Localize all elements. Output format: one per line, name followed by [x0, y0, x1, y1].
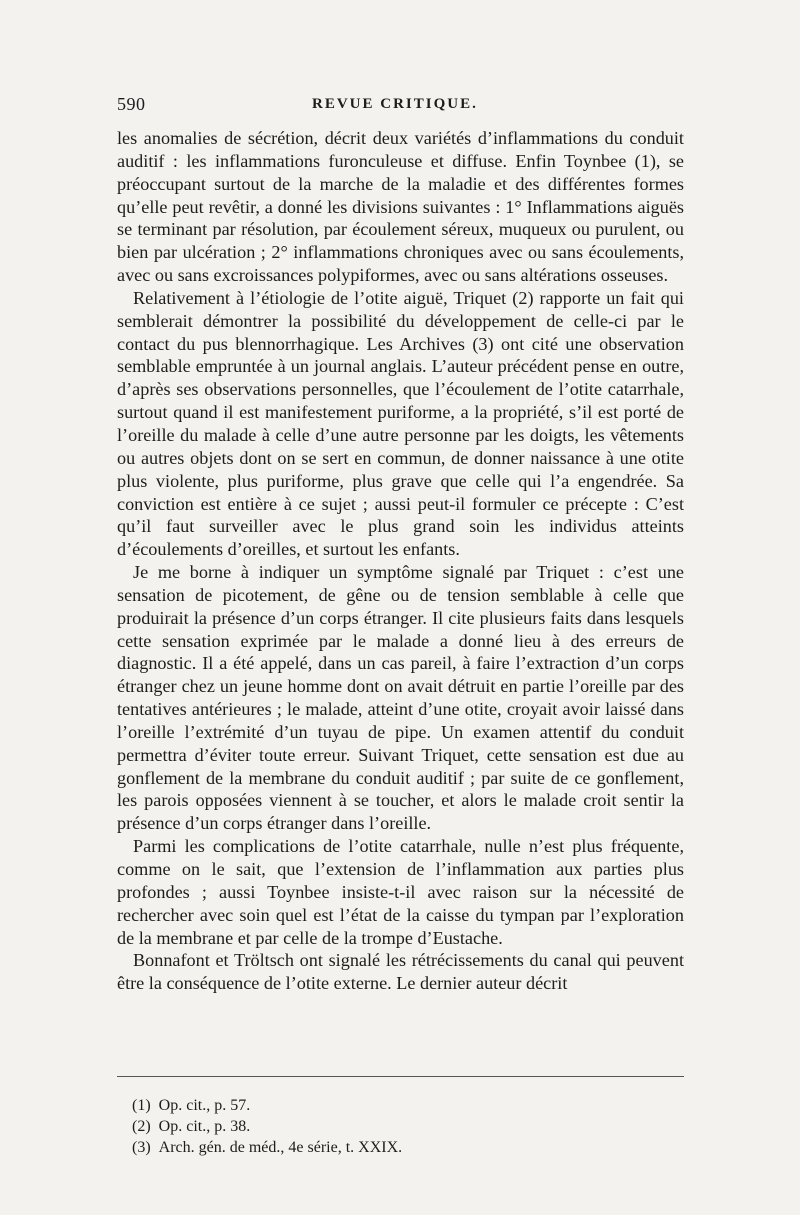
footnote-divider	[117, 1076, 684, 1077]
page-number: 590	[117, 94, 146, 114]
footnote-mark: (3)	[132, 1139, 151, 1156]
paragraph: les anomalies de sécrétion, décrit deux variétés d’inflammations du conduit auditif : les inflammations furonculeuse et diffuse. Enfin Toynbee (1), se préoccupant surtout de la marche de la maladie et des différentes formes qu’elle peut revêtir, a donné les divisions suivantes : 1° Inflammations aiguës se terminant par résolution, par écoulement séreux, muqueux ou purulent, ou bien par ulcération ; 2° inflammations chroniques avec ou sans écoulements, avec ou sans excroissances polypiformes, avec ou sans altérations osseuses.	[117, 128, 684, 286]
footnote-text: Op. cit., p. 38.	[158, 1118, 251, 1135]
paragraph: Parmi les complications de l’otite catarrhale, nulle n’est plus fréquente, comme on le sait, que l’extension de l’inflammation aux parties plus profondes ; aussi Toynbee insiste-t-il avec raison sur la nécessité de rechercher avec soin quel est l’état de la caisse du tympan par l’exploration de la membrane et par celle de la trompe d’Eustache.	[117, 836, 684, 948]
footnote-mark: (2)	[132, 1118, 151, 1135]
footnote	[132, 1137, 672, 1158]
footnote-text: Arch. gén. de méd., 4e série, t. XXIX.	[158, 1139, 403, 1156]
journal-title: REVUE CRITIQUE.	[312, 96, 478, 112]
paragraph: Relativement à l’étiologie de l’otite aiguë, Triquet (2) rapporte un fait qui semblerait démontrer la possibilité du développement de celle-ci par le contact du pus blennorrhagique. Les Archives (3) ont cité une observation semblable empruntée à un journal anglais. L’auteur précédent pense en outre, d’après ses observations personnelles, que l’écoulement de l’otite catarrhale, surtout quand il est manifestement puriforme, a la propriété, s’il est porté de l’oreille du malade à celle d’une autre personne par les doigts, les vêtements ou autres objets dont on se sert en commun, de donner naissance à une otite plus violente, plus puriforme, plus grave que celle qui l’a engendrée. Sa conviction est entière à ce sujet ; aussi peut-il formuler ce précepte : C’est qu’il faut surveiller avec le plus grand soin les individus atteints d’écoulements d’oreilles, et surtout les enfants.	[117, 287, 684, 560]
body-text	[117, 127, 684, 995]
footnote	[132, 1116, 672, 1137]
footnotes	[132, 1095, 672, 1158]
footnote-text: Op. cit., p. 57.	[158, 1097, 251, 1114]
footnote-mark: (1)	[132, 1097, 151, 1114]
footnote	[132, 1095, 672, 1116]
paragraph: Je me borne à indiquer un symptôme signalé par Triquet : c’est une sensation de picotement, de gêne ou de tension semblable à celle que produirait la présence d’un corps étranger. Il cite plusieurs faits dans lesquels cette sensation exprimée par le malade a donné lieu à des erreurs de diagnostic. Il a été appelé, dans un cas pareil, à faire l’extraction d’un corps étranger chez un jeune homme dont on avait détruit en partie l’oreille par des tentatives antérieures ; le malade, atteint d’une otite, croyait avoir laissé dans l’oreille l’extrémité d’un tuyau de pipe. Un examen attentif du conduit permettra d’éviter toute erreur. Suivant Triquet, cette sensation est due au gonflement de la membrane du conduit auditif ; par suite de ce gonflement, les parois opposées viennent à se toucher, et alors le malade croit sentir la présence d’un corps étranger dans l’oreille.	[117, 562, 684, 834]
running-head	[117, 94, 684, 120]
paragraph: Bonnafont et Tröltsch ont signalé les rétrécissements du canal qui peuvent être la conséquence de l’otite externe. Le dernier auteur décrit	[117, 950, 684, 994]
